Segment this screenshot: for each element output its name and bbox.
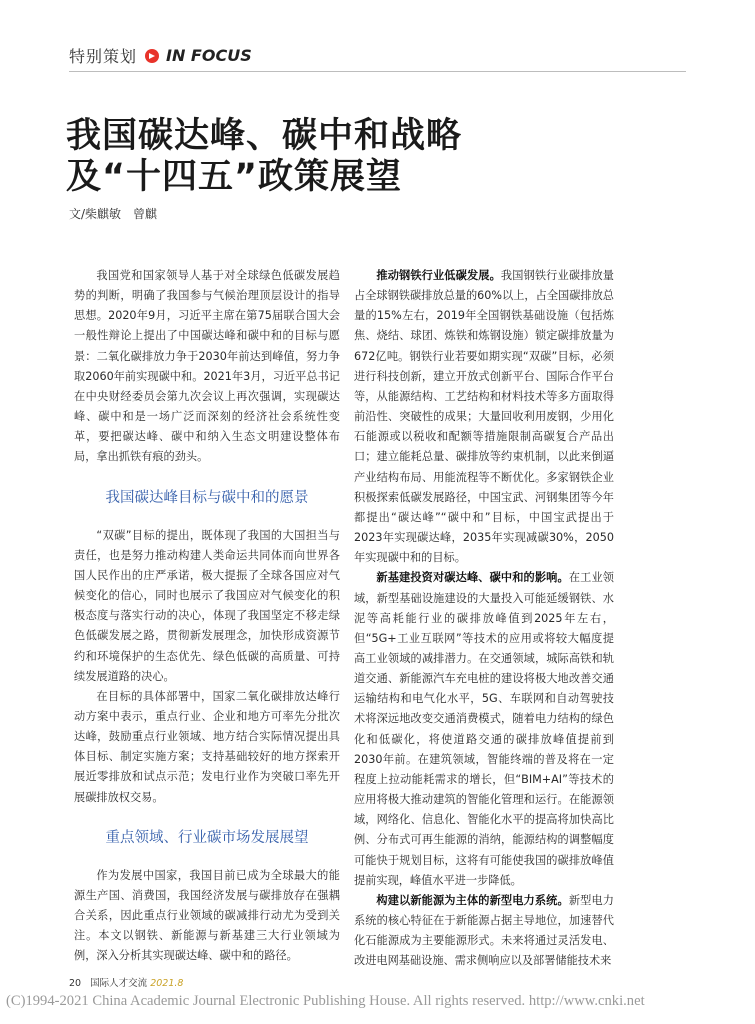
paragraph-lead: 构建以新能源为主体的新型电力系统。 — [376, 893, 569, 907]
paragraph: 我国党和国家领导人基于对全球绿色低碳发展趋势的判断，明确了我国参与气候治理顶层设计的指导思想。2020年9月，习近平主席在第75届联合国大会一般性辩论上提出了中国碳达峰和碳中和的目标与愿景：二氧化碳排放力争于2030年前达到峰值，努力争取2060年前实现碳中和。2021年3月，习近平总书记在中央财经委员会第九次会议上再次强调，实现碳达峰、碳中和是一场广泛而深刻的经济社会系统性变革，要把碳达峰、碳中和纳入生态文明建设整体布局，拿出抓铁有痕的劲头。 — [74, 269, 340, 464]
issue-number: 2021.8 — [150, 978, 184, 989]
article-byline: 文/柴麒敏 曾麒 — [69, 207, 158, 221]
paragraph-body: 我国钢铁行业碳排放量占全球钢铁碳排放总量的60%以上，占全国碳排放总量的15%左右，2019年全国钢铁基础设施（包括炼焦、烧结、球团、炼铁和炼钢设施）锁定碳排放量为672亿吨。钢铁行业若要如期实现“双碳”目标，必须进行科技创新，建立开放式创新平台、国际合作平台等，从能源结构、工艺结构和材料技术等多方面取得前沿性、突破性的成果；大量回收利用废钢，少用化石能源或以税收和配额等措施限制高碳复合产品出口；建立能耗总量、碳排放等约束机制，以此来倒逼产业结构布局、用能流程等不断优化。多家钢铁企业积极探索低碳发展路径，中国宝武、河钢集团等今年都提出“碳达峰”“碳中和”目标，中国宝武提出于2023年实现碳达峰，2035年实现减碳30%，2050年实现碳中和的目标。 — [354, 269, 614, 565]
copyright-watermark: (C)1994-2021 China Academic Journal Electronic Publishing House. All rights reserved. http://www.cnki.net — [6, 993, 645, 1009]
paragraph — [354, 891, 614, 972]
paragraph-lead: 推动钢铁行业低碳发展。 — [376, 269, 501, 282]
page-number: 20 — [69, 978, 82, 989]
paragraph-body: 在工业领域，新型基础设施建设的大量投入可能延缓钢铁、水泥等高耗能行业的碳排放峰值到2025年左右，但“5G+工业互联网”等技术的应用或将较大幅度提高工业领域的减排潜力。在交通领域，城际高铁和轨道交通、新能源汽车充电桩的建设将极大地改善交通运输结构和电气化水平，5G、车联网和自动驾驶技术将深远地改变交通消费模式，随着电力结构的绿色化和低碳化，将使道路交通的碳排放峰值提前到2030年前。在建筑领域，智能终端的普及将在一定程度上拉动能耗需求的增长，但“BIM+AI”等技术的应用将极大推动建筑的智能化管理和运行。在能源领域，网络化、信息化、智能化水平的提高将加快高比例、分布式可再生能源的消纳，能源结构的调整幅度可能快于规划目标，这将有可能使我国的碳排放峰值提前实现，峰值水平进一步降低。 — [354, 571, 614, 887]
header-divider — [69, 71, 686, 72]
article-title-line-2: 及“十四五”政策展望 — [66, 157, 403, 197]
section-heading: 重点领域、行业碳市场发展展望 — [105, 829, 309, 846]
right-column — [354, 266, 614, 971]
magazine-name: 国际人才交流 — [90, 978, 148, 989]
page-footer — [69, 975, 183, 989]
section-label-en: IN FOCUS — [166, 46, 252, 65]
paragraph: 作为发展中国家，我国目前已成为全球最大的能源生产国、消费国，我国经济发展与碳排放存在强耦合关系，因此重点行业领域的碳减排行动尤为受到关注。本文以钢铁、新能源与新基建三大行业领域为例，深入分析其实现碳达峰、碳中和的路径。 — [74, 868, 340, 963]
paragraph — [354, 568, 614, 891]
left-column — [74, 266, 340, 967]
play-bullet-icon — [145, 49, 159, 63]
section-heading: 我国碳达峰目标与碳中和的愿景 — [105, 489, 309, 506]
paragraph-lead: 新基建投资对碳达峰、碳中和的影响。 — [376, 571, 569, 585]
article-title — [66, 116, 462, 198]
article-title-line-1: 我国碳达峰、碳中和战略 — [66, 116, 463, 156]
section-label-cn: 特别策划 — [69, 47, 138, 66]
section-header — [69, 44, 252, 67]
paragraph: 在目标的具体部署中，国家二氧化碳排放达峰行动方案中表示，重点行业、企业和地方可率先分批次达峰，鼓励重点行业领域、地方结合实际情况提出具体目标、制定实施方案；支持基础较好的地方探索开展近零排放和试点示范；发电行业作为突破口率先开展碳排放权交易。 — [74, 689, 340, 804]
paragraph: “双碳”目标的提出，既体现了我国的大国担当与责任，也是努力推动构建人类命运共同体而向世界各国人民作出的庄严承诺，极大提振了全球各国应对气候变化的信心，同时也展示了我国应对气候变化的积极态度与落实行动的决心，体现了我国坚定不移走绿色低碳发展之路，贯彻新发展理念，加快形成资源节约和环境保护的生态优先、绿色低碳的高质量、可持续发展道路的决心。 — [74, 528, 340, 683]
paragraph — [354, 266, 614, 568]
paragraph-body: 新型电力系统的核心特征在于新能源占据主导地位，加速替代化石能源成为主要能源形式。未来将通过灵活发电、改进电网基础设施、需求侧响应以及部署储能技术来 — [354, 893, 614, 968]
